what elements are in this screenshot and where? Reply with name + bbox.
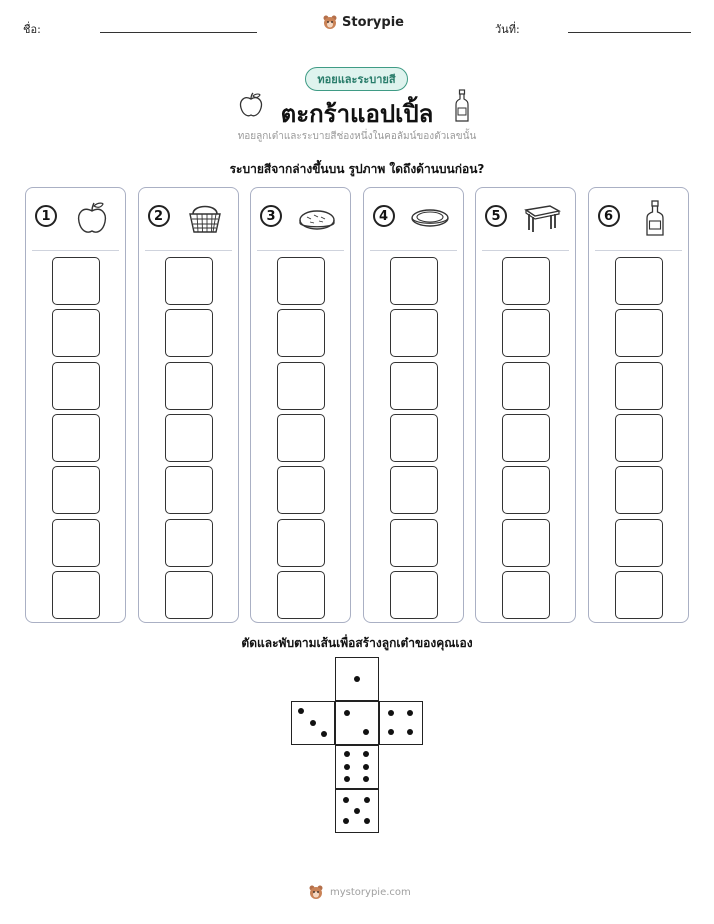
dice-pip [344, 710, 350, 716]
color-cell[interactable] [502, 519, 550, 567]
bear-icon [308, 884, 324, 900]
column-divider [482, 250, 569, 251]
color-cell[interactable] [390, 571, 438, 619]
dice-pip [344, 764, 350, 770]
column-divider [370, 250, 457, 251]
color-cell[interactable] [390, 362, 438, 410]
color-cell[interactable] [165, 362, 213, 410]
pie-icon [297, 198, 337, 238]
color-cell[interactable] [277, 309, 325, 357]
color-cell[interactable] [502, 257, 550, 305]
column-number: 6 [598, 205, 620, 227]
column-divider [32, 250, 119, 251]
column-divider [145, 250, 232, 251]
color-cell[interactable] [165, 466, 213, 514]
name-label: ชื่อ: [23, 23, 41, 36]
column-divider [595, 250, 682, 251]
color-cell[interactable] [165, 257, 213, 305]
dice-pip [407, 729, 413, 735]
pie-dish-icon [410, 198, 450, 238]
apple-icon [72, 198, 112, 238]
basket-icon [185, 198, 225, 238]
dice-pip [321, 731, 327, 737]
column-6 [588, 187, 689, 623]
instruction-question: ระบายสีจากล่างขึ้นบน รูปภาพ ใดถึงด้านบนก่อน? [229, 162, 485, 176]
bottle-icon [635, 198, 675, 238]
brand-logo [322, 14, 404, 30]
dice-pip [388, 729, 394, 735]
color-cell[interactable] [277, 466, 325, 514]
color-cell[interactable] [615, 414, 663, 462]
color-cell[interactable] [502, 466, 550, 514]
color-cell[interactable] [165, 309, 213, 357]
dice-face-3 [291, 701, 335, 745]
color-cell[interactable] [277, 362, 325, 410]
color-cell[interactable] [165, 571, 213, 619]
dice-pip [364, 797, 370, 803]
dice-pip [354, 676, 360, 682]
date-line [568, 32, 691, 33]
page-title: ตะกร้าแอปเปิ้ล [280, 100, 434, 128]
color-cell[interactable] [615, 571, 663, 619]
dice-pip [343, 818, 349, 824]
bear-icon [322, 14, 338, 30]
dice-pip [310, 720, 316, 726]
color-cell[interactable] [52, 414, 100, 462]
column-number: 2 [148, 205, 170, 227]
color-cell[interactable] [502, 571, 550, 619]
color-cell[interactable] [277, 414, 325, 462]
column-1 [25, 187, 126, 623]
color-cell[interactable] [502, 362, 550, 410]
color-cell[interactable] [502, 414, 550, 462]
column-2 [138, 187, 239, 623]
dice-pip [388, 710, 394, 716]
column-4 [363, 187, 464, 623]
color-cell[interactable] [277, 519, 325, 567]
dice-pip [363, 776, 369, 782]
color-cell[interactable] [615, 257, 663, 305]
dice-face-2 [335, 701, 379, 745]
color-cell[interactable] [52, 309, 100, 357]
dice-face-1 [335, 657, 379, 701]
color-cell[interactable] [52, 466, 100, 514]
footer [308, 884, 411, 900]
column-number: 3 [260, 205, 282, 227]
column-5 [475, 187, 576, 623]
dice-pip [343, 797, 349, 803]
color-cell[interactable] [165, 519, 213, 567]
color-cell[interactable] [390, 466, 438, 514]
page-subtitle: ทอยลูกเต๋าและระบายสีช่องหนึ่งในคอลัมน์ของตัวเลขนั้น [237, 131, 477, 142]
dice-pip [363, 764, 369, 770]
color-cell[interactable] [52, 257, 100, 305]
color-cell[interactable] [277, 257, 325, 305]
dice-pip [298, 708, 304, 714]
dice-pip [407, 710, 413, 716]
color-cell[interactable] [390, 519, 438, 567]
column-number: 5 [485, 205, 507, 227]
dice-pip [344, 776, 350, 782]
color-cell[interactable] [615, 519, 663, 567]
color-cell[interactable] [52, 519, 100, 567]
footer-url: mystorypie.com [330, 886, 411, 898]
color-cell[interactable] [390, 257, 438, 305]
color-cell[interactable] [502, 309, 550, 357]
date-label: วันที่: [495, 23, 520, 36]
bottle-icon [452, 89, 472, 123]
dice-pip [363, 751, 369, 757]
dice-pip [344, 751, 350, 757]
dice-face-4 [379, 701, 423, 745]
color-cell[interactable] [277, 571, 325, 619]
dice-face-6 [335, 745, 379, 789]
activity-badge: ทอยและระบายสี [305, 67, 408, 91]
color-cell[interactable] [615, 309, 663, 357]
color-cell[interactable] [615, 466, 663, 514]
column-3 [250, 187, 351, 623]
color-cell[interactable] [390, 414, 438, 462]
color-cell[interactable] [52, 362, 100, 410]
column-divider [257, 250, 344, 251]
dice-pip [363, 729, 369, 735]
stool-icon [522, 198, 562, 238]
dice-pip [364, 818, 370, 824]
color-cell[interactable] [52, 571, 100, 619]
dice-face-5 [335, 789, 379, 833]
column-number: 4 [373, 205, 395, 227]
color-cell[interactable] [390, 309, 438, 357]
color-cell[interactable] [165, 414, 213, 462]
name-line [100, 32, 257, 33]
dice-pip [354, 808, 360, 814]
brand-name: Storypie [342, 14, 404, 30]
dice-instruction: ตัดและพับตามเส้นเพื่อสร้างลูกเต๋าของคุณเอง [241, 636, 473, 650]
color-cell[interactable] [615, 362, 663, 410]
column-number: 1 [35, 205, 57, 227]
